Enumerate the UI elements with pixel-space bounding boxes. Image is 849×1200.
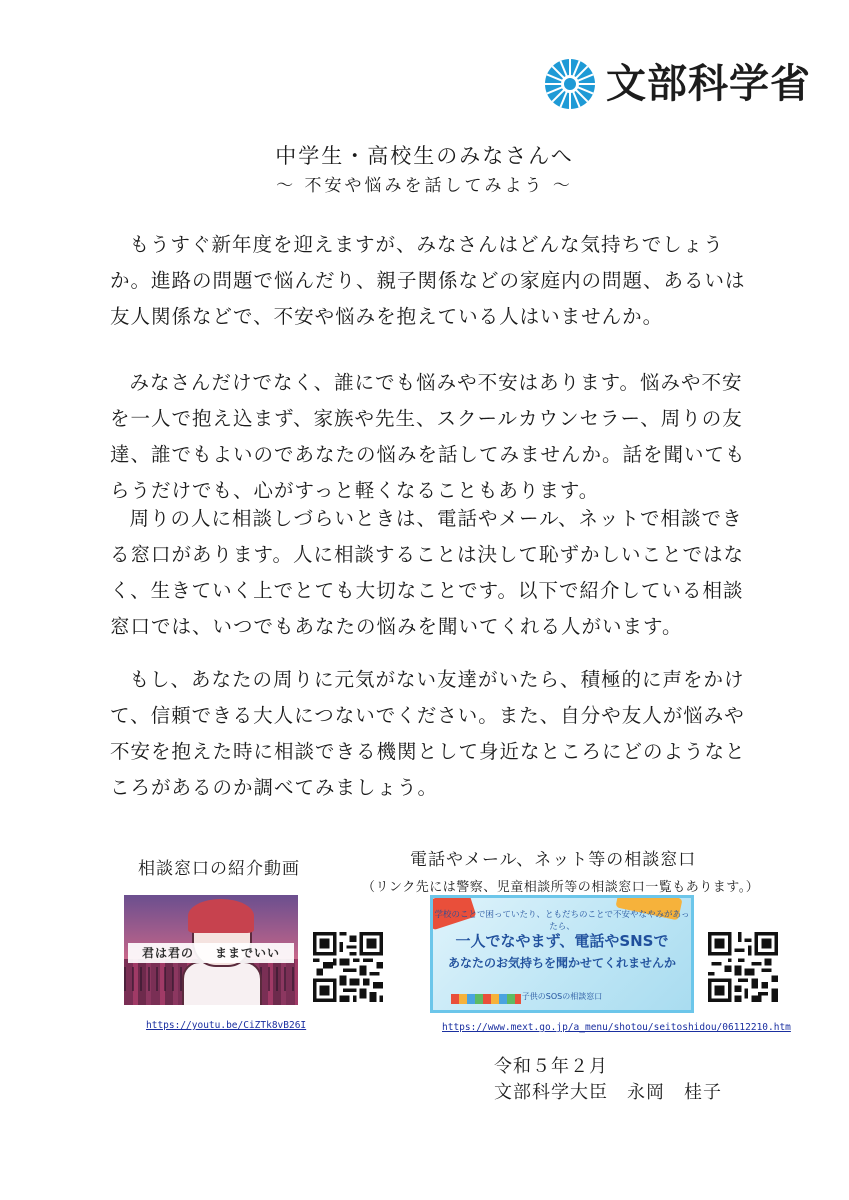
video-link[interactable]: https://youtu.be/CiZTk8vB26I (146, 1020, 307, 1031)
video-qr-code-icon[interactable] (313, 932, 383, 1002)
issue-date: 令和５年２月 (494, 1056, 608, 1077)
thumbnail-caption-left: 君は君の (142, 946, 195, 960)
video-caption: 相談窓口の紹介動画 (138, 859, 300, 879)
thumbnail-caption (128, 943, 294, 963)
mext-emblem-icon (544, 58, 596, 110)
signature: 文部科学大臣 永岡 桂子 (494, 1082, 722, 1103)
banner-subheadline: あなたのお気持ちを聞かせてくれませんか (447, 956, 676, 970)
contact-banner[interactable] (430, 895, 694, 1013)
banner-headline: 一人でなやまず、電話やSNSで (455, 932, 669, 950)
thumbnail-character-hair (188, 899, 254, 933)
paragraph-2: みなさんだけでなく、誰にでも悩みや不安はあります。悩みや不安を一人で抱え込まず、家族や先生、スクールカウンセラー、周りの友達、誰でもよいのであなたの悩みを話してみませんか。話を聞いてもらうだけでも、心がすっと軽くなることもあります。 (110, 371, 746, 502)
video-thumbnail[interactable] (124, 895, 298, 1005)
banner-footer-text: 子供のSOSの相談窓口 (521, 992, 603, 1001)
contact-qr-code-icon[interactable] (708, 932, 778, 1002)
paragraph-3: 周りの人に相談しづらいときは、電話やメール、ネットで相談できる窓口があります。人に相談することは決して恥ずかしいことではなく、生きていく上でとても大切なことです。以下で紹介している相談窓口では、いつでもあなたの悩みを聞いてくれる人がいます。 (110, 507, 744, 638)
contact-note: （リンク先には警察、児童相談所等の相談窓口一覧もあります。） (362, 880, 760, 895)
page-title: 中学生・高校生のみなさんへ (275, 144, 574, 168)
paragraph-1: もうすぐ新年度を迎えますが、みなさんはどんな気持ちでしょうか。進路の問題で悩んだり、親子関係などの家庭内の問題、あるいは友人関係などで、不安や悩みを抱えている人はいませんか。 (110, 233, 746, 328)
mext-logo (544, 58, 811, 110)
contact-link[interactable]: https://www.mext.go.jp/a_menu/shotou/seitoshidou/06112210.htm (442, 1022, 791, 1033)
paragraph-4: もし、あなたの周りに元気がない友達がいたら、積極的に声をかけて、信頼できる大人につないでください。また、自分や友人が悩みや不安を抱えた時に相談できる機関として身近なところにどのようなところがあるのか調べてみましょう。 (110, 668, 746, 799)
thumbnail-caption-right: ままでいい (214, 946, 280, 960)
banner-small-text: 学校のことで困っていたり、ともだちのことで不安やなやみがあったら、 (434, 910, 690, 932)
contact-caption: 電話やメール、ネット等の相談窓口 (410, 850, 697, 870)
logo-text: 文部科学省 (606, 61, 811, 107)
thumbnail-character-body (182, 961, 262, 1005)
page-subtitle: ～ 不安や悩みを話してみよう ～ (276, 176, 573, 196)
